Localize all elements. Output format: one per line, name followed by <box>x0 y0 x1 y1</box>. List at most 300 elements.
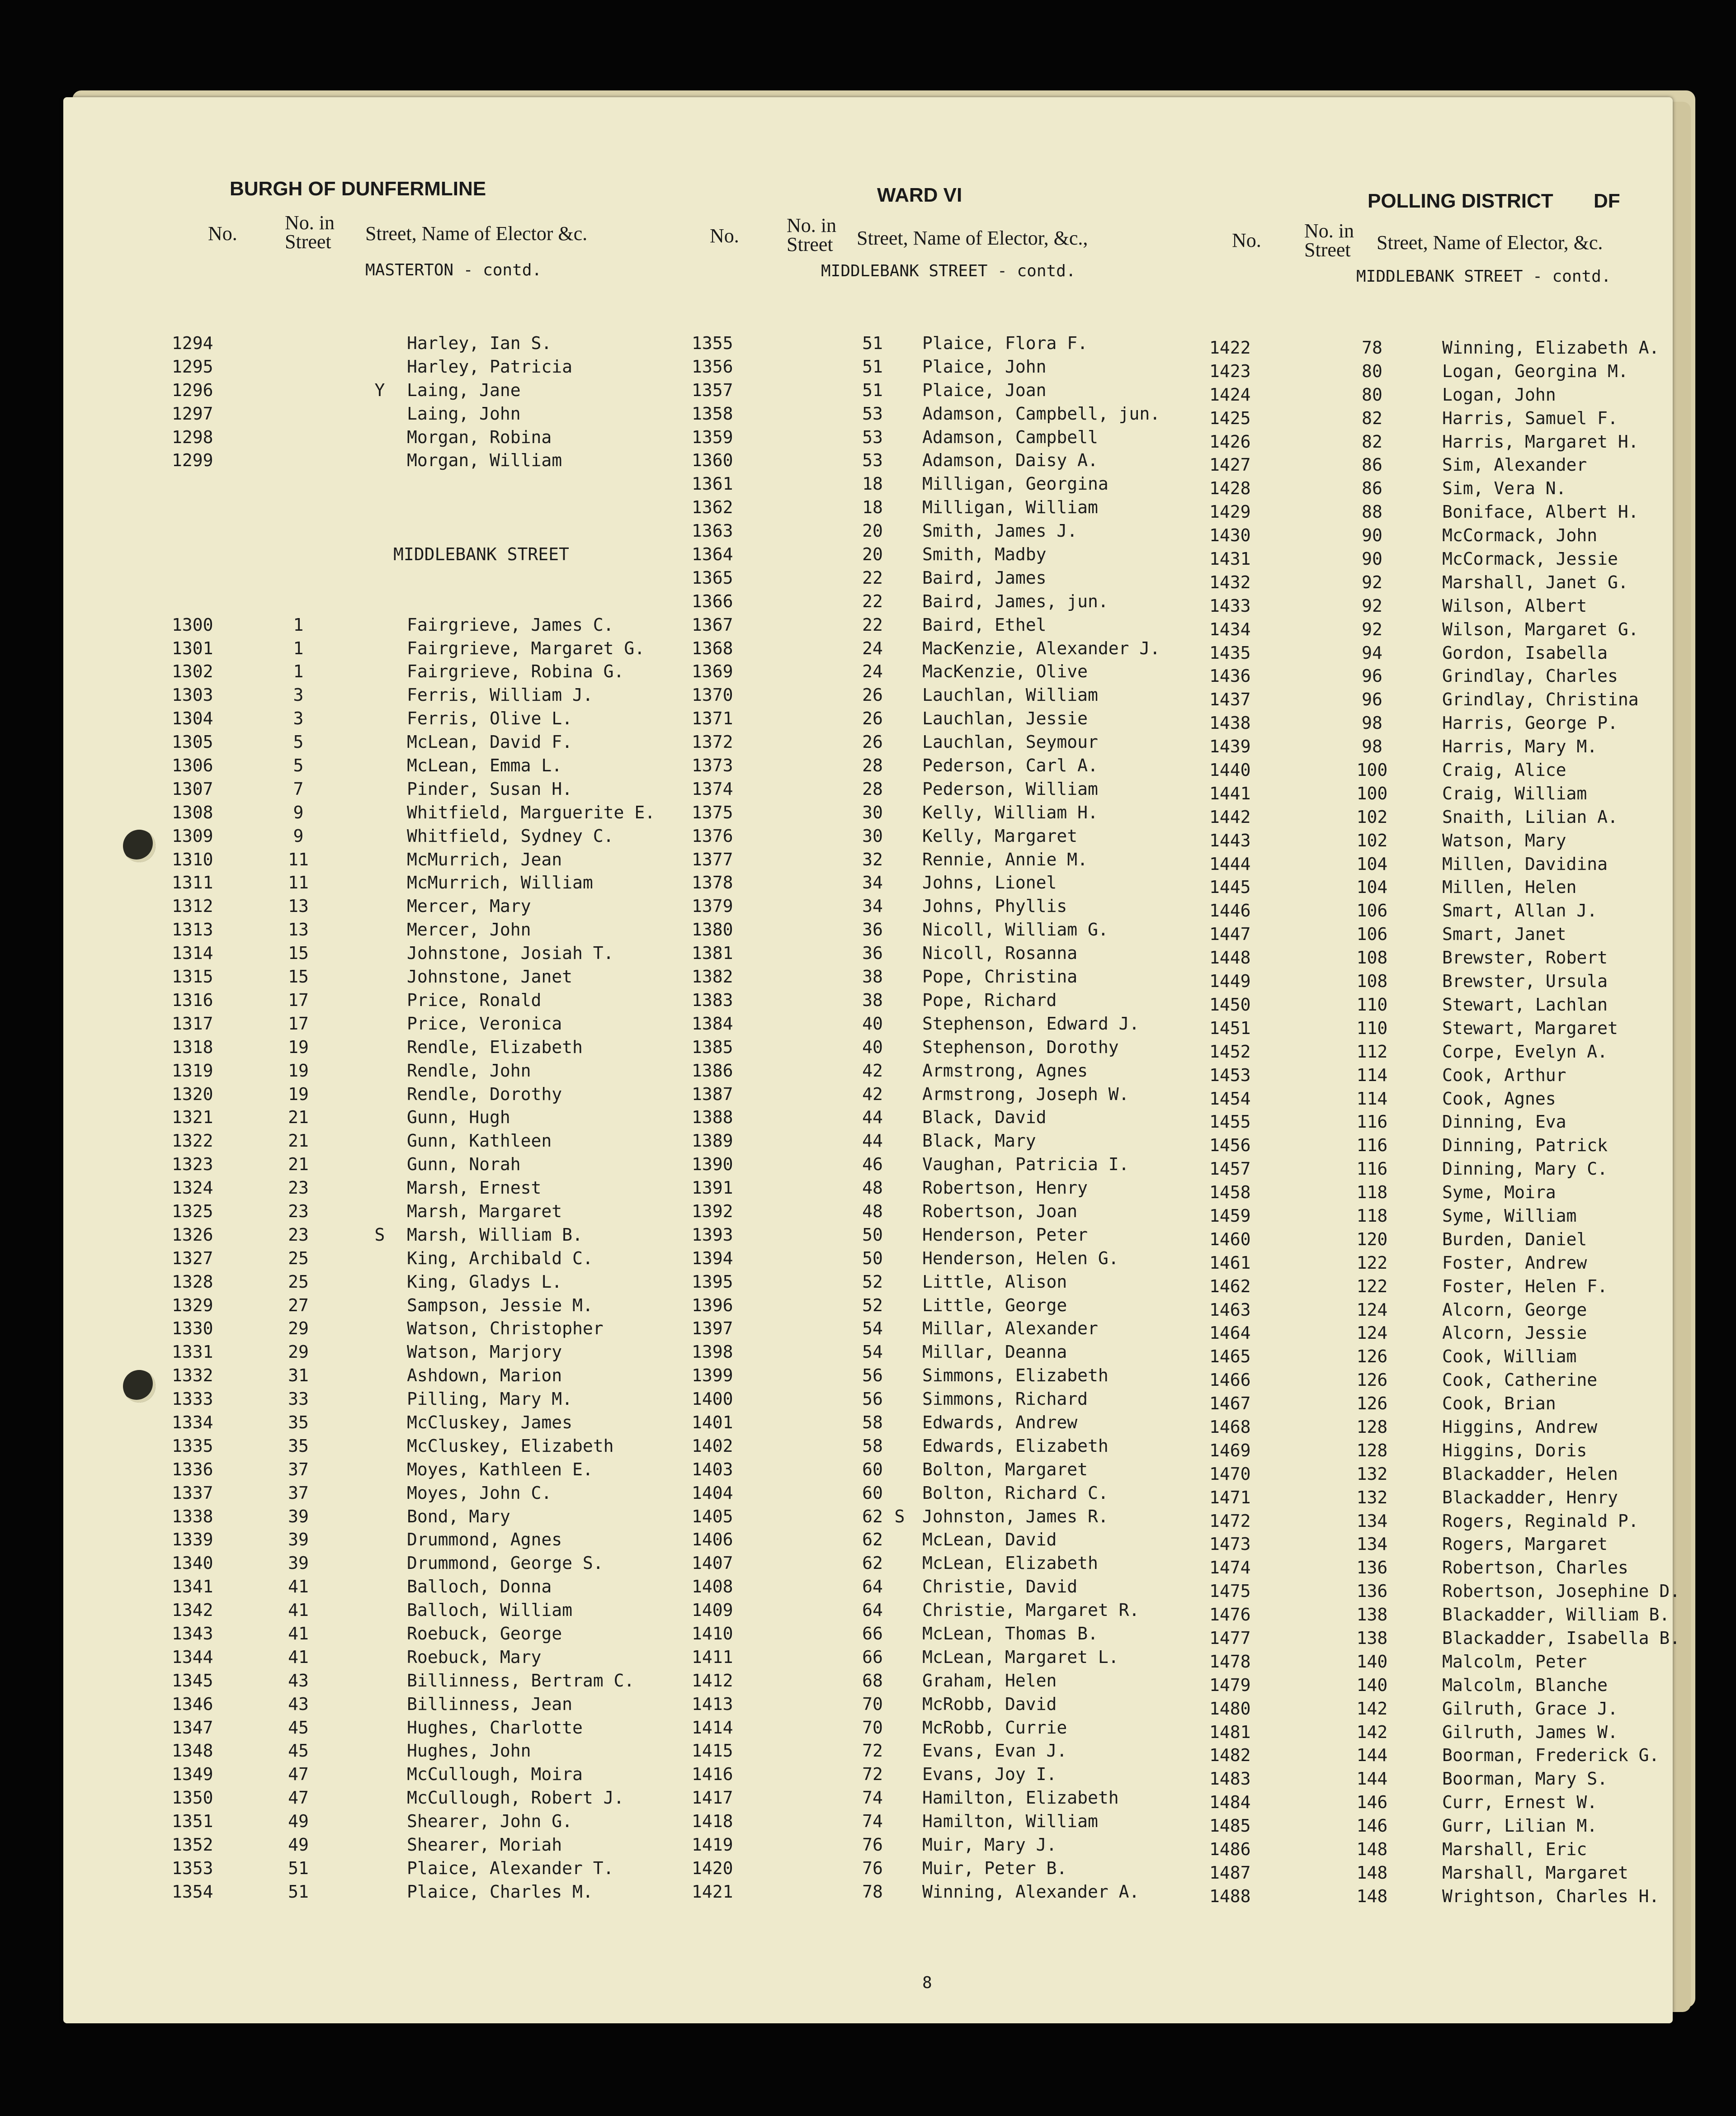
elector-name: Marshall, Janet G. <box>1442 572 1628 592</box>
elector-name: Hughes, John <box>407 1741 531 1761</box>
street-number: 31 <box>288 1365 309 1386</box>
street-number: 96 <box>1362 666 1382 686</box>
street-number: 34 <box>862 896 883 916</box>
street-number: 26 <box>862 685 883 705</box>
street-number: 72 <box>862 1741 883 1761</box>
elector-number: 1459 <box>1209 1205 1251 1226</box>
street-number: 29 <box>288 1318 309 1339</box>
elector-name: Evans, Joy I. <box>922 1764 1057 1785</box>
street-number: 68 <box>862 1670 883 1691</box>
elector-number: 1402 <box>692 1436 733 1456</box>
street-number: 19 <box>288 1037 309 1057</box>
elector-name: Johnstone, Janet <box>407 967 573 987</box>
elector-name: Whitfield, Sydney C. <box>407 826 614 846</box>
col2-no-in-header: No. in <box>787 214 836 236</box>
street-number: 54 <box>862 1318 883 1339</box>
elector-name: Stephenson, Edward J. <box>922 1013 1140 1034</box>
elector-name: Christie, Margaret R. <box>922 1600 1140 1620</box>
elector-number: 1296 <box>172 380 213 400</box>
elector-name: Craig, William <box>1442 783 1587 803</box>
street-number: 3 <box>293 708 304 729</box>
elector-name: Cook, Agnes <box>1442 1088 1556 1109</box>
elector-name: Simmons, Elizabeth <box>922 1365 1109 1386</box>
elector-number: 1449 <box>1209 971 1251 992</box>
elector-number: 1423 <box>1209 361 1251 381</box>
col3-street-header: Street <box>1304 239 1351 261</box>
elector-name: Winning, Alexander A. <box>922 1881 1140 1902</box>
street-number: 46 <box>862 1154 883 1175</box>
elector-name: Lauchlan, Seymour <box>922 732 1098 752</box>
street-number: 49 <box>288 1811 309 1832</box>
street-number: 126 <box>1356 1346 1388 1367</box>
street-number: 23 <box>288 1201 309 1221</box>
elector-name: Bolton, Margaret <box>922 1459 1088 1479</box>
elector-number: 1366 <box>692 591 733 611</box>
elector-name: Harley, Ian S. <box>407 333 552 353</box>
elector-name: Sim, Vera N. <box>1442 478 1566 499</box>
street-number: 53 <box>862 427 883 447</box>
elector-number: 1470 <box>1209 1464 1251 1484</box>
elector-number: 1488 <box>1209 1886 1251 1906</box>
elector-number: 1347 <box>172 1717 213 1738</box>
elector-number: 1298 <box>172 427 213 447</box>
col3-description-header: Street, Name of Elector, &c. <box>1377 231 1603 254</box>
elector-number: 1474 <box>1209 1558 1251 1578</box>
punch-hole-top <box>123 830 156 862</box>
elector-name: Robertson, Josephine D. <box>1442 1581 1680 1601</box>
elector-number: 1469 <box>1209 1440 1251 1460</box>
street-number: 1 <box>293 614 304 635</box>
elector-number: 1313 <box>172 920 213 940</box>
elector-name: Marsh, William B. <box>407 1224 583 1245</box>
elector-name: Fairgrieve, James C. <box>407 614 614 635</box>
elector-number: 1439 <box>1209 737 1251 757</box>
elector-name: Pederson, Carl A. <box>922 756 1098 776</box>
street-number: 74 <box>862 1811 883 1832</box>
street-number: 58 <box>862 1412 883 1432</box>
elector-number: 1418 <box>692 1811 733 1832</box>
elector-number: 1375 <box>692 802 733 822</box>
street-number: 52 <box>862 1271 883 1292</box>
street-number: 108 <box>1356 971 1388 992</box>
street-number: 18 <box>862 474 883 494</box>
elector-number: 1463 <box>1209 1299 1251 1320</box>
elector-number: 1328 <box>172 1271 213 1292</box>
elector-name: Laing, Jane <box>407 380 521 400</box>
elector-name: Pope, Richard <box>922 990 1057 1010</box>
street-number: 22 <box>862 591 883 611</box>
street-number: 21 <box>288 1154 309 1175</box>
street-number: 114 <box>1356 1065 1388 1085</box>
elector-number: 1407 <box>692 1553 733 1573</box>
burgh-title: BURGH OF DUNFERMLINE <box>230 178 486 200</box>
street-number: 78 <box>1362 338 1382 358</box>
street-number: 120 <box>1356 1229 1388 1249</box>
street-number: 53 <box>862 450 883 471</box>
street-number: 142 <box>1356 1698 1388 1719</box>
elector-name: Black, David <box>922 1107 1047 1128</box>
street-number: 30 <box>862 802 883 822</box>
elector-number: 1444 <box>1209 854 1251 874</box>
street-number: 41 <box>288 1577 309 1597</box>
elector-name: Baird, James <box>922 567 1047 588</box>
elector-name: Laing, John <box>407 403 521 424</box>
elector-number: 1468 <box>1209 1417 1251 1437</box>
street-number: 94 <box>1362 642 1382 663</box>
street-number: 110 <box>1356 994 1388 1015</box>
elector-name: Stewart, Margaret <box>1442 1018 1618 1038</box>
elector-number: 1466 <box>1209 1370 1251 1390</box>
elector-number: 1473 <box>1209 1534 1251 1554</box>
street-number: 51 <box>862 333 883 353</box>
elector-name: Alcorn, George <box>1442 1299 1587 1320</box>
elector-number: 1368 <box>692 638 733 658</box>
elector-number: 1472 <box>1209 1511 1251 1531</box>
elector-number: 1437 <box>1209 690 1251 710</box>
elector-number: 1481 <box>1209 1722 1251 1742</box>
elector-name: Brewster, Robert <box>1442 948 1608 968</box>
elector-name: Milligan, Georgina <box>922 474 1109 494</box>
street-number: 48 <box>862 1178 883 1198</box>
elector-number: 1321 <box>172 1107 213 1128</box>
elector-number: 1351 <box>172 1811 213 1832</box>
elector-name: Stewart, Lachlan <box>1442 994 1608 1015</box>
street-number: 37 <box>288 1483 309 1503</box>
elector-name: Gordon, Isabella <box>1442 642 1608 663</box>
street-number: 80 <box>1362 384 1382 405</box>
elector-number: 1413 <box>692 1694 733 1714</box>
street-number: 128 <box>1356 1417 1388 1437</box>
elector-name: Smart, Allan J. <box>1442 901 1598 921</box>
col2-subheading: MIDDLEBANK STREET - contd. <box>821 262 1076 280</box>
street-number: 51 <box>288 1858 309 1878</box>
elector-name: Balloch, Donna <box>407 1577 552 1597</box>
elector-number: 1367 <box>692 614 733 635</box>
elector-number: 1332 <box>172 1365 213 1386</box>
elector-number: 1381 <box>692 943 733 964</box>
street-number: 146 <box>1356 1792 1388 1813</box>
elector-number: 1377 <box>692 849 733 869</box>
elector-number: 1334 <box>172 1412 213 1432</box>
elector-name: Shearer, John G. <box>407 1811 573 1832</box>
street-number: 15 <box>288 943 309 964</box>
elector-name: Watson, Marjory <box>407 1342 562 1362</box>
elector-name: Fairgrieve, Robina G. <box>407 661 624 682</box>
elector-number: 1487 <box>1209 1862 1251 1883</box>
elector-name: Adamson, Daisy A. <box>922 450 1098 471</box>
elector-name: Lauchlan, Jessie <box>922 708 1088 729</box>
col1-street-header: Street <box>285 231 331 253</box>
col3-no-in-header: No. in <box>1304 220 1354 242</box>
elector-name: Grindlay, Christina <box>1442 690 1639 710</box>
col1-no-header: No. <box>208 222 237 245</box>
elector-name: Price, Veronica <box>407 1013 562 1034</box>
elector-name: Billinness, Jean <box>407 1694 573 1714</box>
elector-number: 1348 <box>172 1741 213 1761</box>
elector-name: Billinness, Bertram C. <box>407 1670 635 1691</box>
street-number: 19 <box>288 1060 309 1081</box>
elector-name: Mercer, Mary <box>407 896 531 916</box>
elector-name: Cook, Arthur <box>1442 1065 1566 1085</box>
elector-number: 1345 <box>172 1670 213 1691</box>
elector-number: 1392 <box>692 1201 733 1221</box>
elector-number: 1343 <box>172 1623 213 1644</box>
street-number: 28 <box>862 756 883 776</box>
elector-number: 1359 <box>692 427 733 447</box>
elector-name: Dinning, Eva <box>1442 1112 1566 1132</box>
street-number: 124 <box>1356 1299 1388 1320</box>
elector-name: Edwards, Elizabeth <box>922 1436 1109 1456</box>
street-number: 92 <box>1362 572 1382 592</box>
street-number: 78 <box>862 1881 883 1902</box>
elector-name: MacKenzie, Alexander J. <box>922 638 1160 658</box>
col3-no-header: No. <box>1232 229 1261 251</box>
elector-name: Millar, Deanna <box>922 1342 1067 1362</box>
elector-name: Burden, Daniel <box>1442 1229 1587 1249</box>
street-number: 118 <box>1356 1205 1388 1226</box>
elector-name: Dinning, Mary C. <box>1442 1159 1608 1179</box>
street-number: 36 <box>862 920 883 940</box>
elector-name: Smart, Janet <box>1442 924 1566 945</box>
elector-number: 1312 <box>172 896 213 916</box>
elector-number: 1305 <box>172 732 213 752</box>
elector-number: 1306 <box>172 756 213 776</box>
elector-name: Johns, Lionel <box>922 873 1057 893</box>
elector-number: 1416 <box>692 1764 733 1785</box>
elector-number: 1380 <box>692 920 733 940</box>
elector-name: Ferris, Olive L. <box>407 708 573 729</box>
elector-name: Millen, Helen <box>1442 877 1577 897</box>
elector-name: Adamson, Campbell <box>922 427 1098 447</box>
elector-number: 1411 <box>692 1647 733 1667</box>
street-number: 56 <box>862 1365 883 1386</box>
elector-number: 1483 <box>1209 1769 1251 1789</box>
elector-marker: S <box>894 1506 905 1526</box>
elector-name: Ferris, William J. <box>407 685 593 705</box>
street-number: 146 <box>1356 1816 1388 1836</box>
elector-number: 1372 <box>692 732 733 752</box>
elector-name: Vaughan, Patricia I. <box>922 1154 1129 1175</box>
street-number: 48 <box>862 1201 883 1221</box>
elector-number: 1320 <box>172 1084 213 1104</box>
elector-name: Fairgrieve, Margaret G. <box>407 638 645 658</box>
elector-number: 1421 <box>692 1881 733 1902</box>
street-number: 102 <box>1356 807 1388 827</box>
elector-number: 1455 <box>1209 1112 1251 1132</box>
street-number: 108 <box>1356 948 1388 968</box>
elector-name: Boorman, Mary S. <box>1442 1769 1608 1789</box>
elector-name: King, Gladys L. <box>407 1271 562 1292</box>
elector-number: 1462 <box>1209 1276 1251 1296</box>
street-number: 25 <box>288 1248 309 1268</box>
elector-name: Rogers, Reginald P. <box>1442 1511 1639 1531</box>
elector-name: Graham, Helen <box>922 1670 1057 1691</box>
street-number: 26 <box>862 732 883 752</box>
street-number: 140 <box>1356 1651 1388 1672</box>
elector-name: Baird, James, jun. <box>922 591 1109 611</box>
street-number: 134 <box>1356 1511 1388 1531</box>
elector-name: Pinder, Susan H. <box>407 779 573 799</box>
elector-name: McMurrich, William <box>407 873 593 893</box>
street-number: 98 <box>1362 713 1382 733</box>
street-number: 58 <box>862 1436 883 1456</box>
elector-number: 1336 <box>172 1459 213 1479</box>
elector-name: Gilruth, James W. <box>1442 1722 1618 1742</box>
elector-marker: S <box>374 1224 385 1245</box>
elector-name: Henderson, Helen G. <box>922 1248 1119 1268</box>
elector-number: 1304 <box>172 708 213 729</box>
street-number: 116 <box>1356 1135 1388 1156</box>
elector-number: 1350 <box>172 1788 213 1808</box>
elector-number: 1460 <box>1209 1229 1251 1249</box>
elector-number: 1457 <box>1209 1159 1251 1179</box>
street-number: 98 <box>1362 737 1382 757</box>
elector-name: Gunn, Norah <box>407 1154 521 1175</box>
elector-name: Morgan, William <box>407 450 562 471</box>
elector-number: 1450 <box>1209 994 1251 1015</box>
elector-name: Marshall, Margaret <box>1442 1862 1628 1883</box>
elector-number: 1430 <box>1209 525 1251 546</box>
street-number: 114 <box>1356 1088 1388 1109</box>
elector-number: 1361 <box>692 474 733 494</box>
elector-number: 1364 <box>692 544 733 565</box>
elector-name: Gunn, Kathleen <box>407 1131 552 1151</box>
elector-number: 1356 <box>692 356 733 377</box>
elector-number: 1327 <box>172 1248 213 1268</box>
street-number: 136 <box>1356 1558 1388 1578</box>
street-number: 11 <box>288 873 309 893</box>
elector-name: Plaice, Flora F. <box>922 333 1088 353</box>
street-number: 64 <box>862 1600 883 1620</box>
elector-number: 1397 <box>692 1318 733 1339</box>
street-number: 42 <box>862 1060 883 1081</box>
elector-name: Black, Mary <box>922 1131 1036 1151</box>
elector-number: 1354 <box>172 1881 213 1902</box>
elector-number: 1383 <box>692 990 733 1010</box>
elector-name: MacKenzie, Olive <box>922 661 1088 682</box>
elector-number: 1388 <box>692 1107 733 1128</box>
elector-name: Syme, William <box>1442 1205 1577 1226</box>
elector-number: 1365 <box>692 567 733 588</box>
elector-number: 1303 <box>172 685 213 705</box>
elector-number: 1395 <box>692 1271 733 1292</box>
elector-name: Rennie, Annie M. <box>922 849 1088 869</box>
street-number: 35 <box>288 1436 309 1456</box>
elector-number: 1442 <box>1209 807 1251 827</box>
street-number: 76 <box>862 1858 883 1878</box>
street-number: 72 <box>862 1764 883 1785</box>
elector-number: 1431 <box>1209 549 1251 569</box>
street-number: 13 <box>288 896 309 916</box>
street-number: 38 <box>862 990 883 1010</box>
elector-number: 1485 <box>1209 1816 1251 1836</box>
elector-name: Craig, Alice <box>1442 760 1566 780</box>
elector-name: Logan, John <box>1442 384 1556 405</box>
street-number: 106 <box>1356 924 1388 945</box>
street-number: 96 <box>1362 690 1382 710</box>
street-number: 122 <box>1356 1252 1388 1273</box>
elector-name: Pope, Christina <box>922 967 1078 987</box>
street-number: 41 <box>288 1623 309 1644</box>
elector-name: McCluskey, Elizabeth <box>407 1436 614 1456</box>
elector-name: Rogers, Margaret <box>1442 1534 1608 1554</box>
street-number: 144 <box>1356 1745 1388 1766</box>
street-number: 128 <box>1356 1440 1388 1460</box>
street-number: 17 <box>288 990 309 1010</box>
street-number: 134 <box>1356 1534 1388 1554</box>
elector-number: 1446 <box>1209 901 1251 921</box>
elector-name: Harris, George P. <box>1442 713 1618 733</box>
elector-number: 1355 <box>692 333 733 353</box>
street-number: 116 <box>1356 1112 1388 1132</box>
street-number: 66 <box>862 1623 883 1644</box>
elector-name: McLean, Thomas B. <box>922 1623 1098 1644</box>
elector-number: 1461 <box>1209 1252 1251 1273</box>
elector-name: Gunn, Hugh <box>407 1107 510 1128</box>
elector-number: 1412 <box>692 1670 733 1691</box>
elector-name: Higgins, Doris <box>1442 1440 1587 1460</box>
street-number: 126 <box>1356 1393 1388 1414</box>
elector-name: Armstrong, Agnes <box>922 1060 1088 1081</box>
street-number: 11 <box>288 849 309 869</box>
elector-number: 1322 <box>172 1131 213 1151</box>
elector-name: Moyes, John C. <box>407 1483 552 1503</box>
elector-name: Stephenson, Dorothy <box>922 1037 1119 1057</box>
elector-name: Whitfield, Marguerite E. <box>407 802 656 822</box>
elector-number: 1398 <box>692 1342 733 1362</box>
street-number: 142 <box>1356 1722 1388 1742</box>
street-number: 144 <box>1356 1769 1388 1789</box>
elector-marker: Y <box>374 380 385 400</box>
elector-number: 1441 <box>1209 783 1251 803</box>
elector-name: Henderson, Peter <box>922 1224 1088 1245</box>
elector-number: 1391 <box>692 1178 733 1198</box>
street-number: 39 <box>288 1506 309 1526</box>
elector-number: 1399 <box>692 1365 733 1386</box>
elector-number: 1414 <box>692 1717 733 1738</box>
street-number: 21 <box>288 1131 309 1151</box>
elector-number: 1330 <box>172 1318 213 1339</box>
street-number: 49 <box>288 1835 309 1855</box>
elector-name: Johns, Phyllis <box>922 896 1067 916</box>
elector-number: 1393 <box>692 1224 733 1245</box>
street-number: 28 <box>862 779 883 799</box>
street-number: 70 <box>862 1717 883 1738</box>
elector-number: 1424 <box>1209 384 1251 405</box>
elector-name: Wilson, Margaret G. <box>1442 619 1639 639</box>
elector-number: 1349 <box>172 1764 213 1785</box>
col1-no-in-header: No. in <box>285 212 335 234</box>
elector-name: Brewster, Ursula <box>1442 971 1608 992</box>
elector-number: 1341 <box>172 1577 213 1597</box>
elector-name: Blackadder, William B. <box>1442 1605 1670 1625</box>
street-number: 51 <box>288 1881 309 1902</box>
elector-number: 1432 <box>1209 572 1251 592</box>
elector-name: Corpe, Evelyn A. <box>1442 1041 1608 1062</box>
elector-number: 1373 <box>692 756 733 776</box>
street-number: 13 <box>288 920 309 940</box>
elector-name: Ashdown, Marion <box>407 1365 562 1386</box>
elector-number: 1403 <box>692 1459 733 1479</box>
street-number: 9 <box>293 802 304 822</box>
street-number: 80 <box>1362 361 1382 381</box>
elector-name: Plaice, Alexander T. <box>407 1858 614 1878</box>
elector-number: 1435 <box>1209 642 1251 663</box>
elector-name: Moyes, Kathleen E. <box>407 1459 593 1479</box>
elector-number: 1447 <box>1209 924 1251 945</box>
elector-name: McCluskey, James <box>407 1412 573 1432</box>
street-number: 38 <box>862 967 883 987</box>
